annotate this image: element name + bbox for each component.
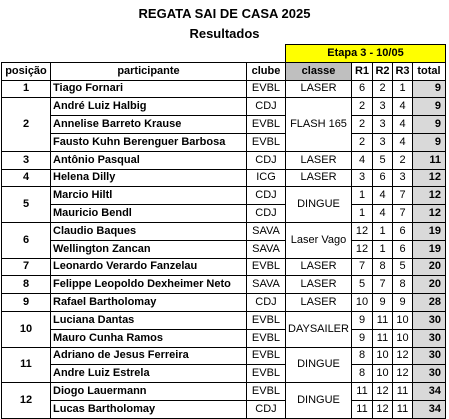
r3-cell: 2 [393,151,413,169]
position-cell: 10 [2,311,51,347]
r3-cell: 12 [393,365,413,383]
position-cell: 5 [2,187,51,223]
r3-cell: 11 [393,383,413,401]
position-cell: 7 [2,258,51,276]
total-cell: 12 [413,205,446,223]
header-clube: clube [247,62,286,80]
participant-name: Felippe Leopoldo Dexheimer Neto [51,276,247,294]
r3-cell: 1 [393,80,413,98]
r2-cell: 7 [373,276,393,294]
total-cell: 20 [413,258,446,276]
table-row [2,383,446,401]
r2-cell: 12 [373,400,393,418]
r2-cell: 11 [373,329,393,347]
total-cell: 20 [413,276,446,294]
total-cell: 11 [413,151,446,169]
position-cell: 1 [2,80,51,98]
r2-cell: 4 [373,205,393,223]
r3-cell: 7 [393,187,413,205]
table-row [2,276,446,294]
header-total: total [413,62,446,80]
position-cell: 3 [2,151,51,169]
r3-cell: 10 [393,311,413,329]
participant-name: Claudio Baques [51,222,247,240]
r2-cell: 6 [373,169,393,187]
table-row [2,98,446,116]
r3-cell: 6 [393,222,413,240]
position-cell: 8 [2,276,51,294]
r3-cell: 4 [393,133,413,151]
total-cell: 30 [413,311,446,329]
class-cell: LASER [286,294,352,312]
r2-cell: 1 [373,240,393,258]
r3-cell: 5 [393,258,413,276]
club-cell: EVBL [247,258,286,276]
table-row [2,151,446,169]
participant-name: Annelise Barreto Krause [51,116,247,134]
r1-cell: 2 [352,133,373,151]
header-r1: R1 [352,62,373,80]
r2-cell: 3 [373,133,393,151]
r1-cell: 4 [352,151,373,169]
total-cell: 30 [413,347,446,365]
r2-cell: 2 [373,80,393,98]
r2-cell: 11 [373,311,393,329]
class-cell: LASER [286,169,352,187]
document-subtitle: Resultados [189,26,260,41]
r3-cell: 3 [393,169,413,187]
table-row [2,311,446,329]
table-row [2,365,446,383]
club-cell: CDJ [247,187,286,205]
club-cell: EVBL [247,133,286,151]
participant-name: Fausto Kuhn Berenguer Barbosa [51,133,247,151]
club-cell: EVBL [247,347,286,365]
club-cell: ICG [247,169,286,187]
table-row [2,347,446,365]
total-cell: 34 [413,383,446,401]
table-row [2,222,446,240]
r1-cell: 6 [352,80,373,98]
class-cell: Laser Vago [286,222,352,258]
total-cell: 30 [413,329,446,347]
table-row [2,80,446,98]
document-title: REGATA SAI DE CASA 2025 [138,6,311,21]
club-cell: EVBL [247,311,286,329]
results-table [1,44,446,419]
participant-name: Tiago Fornari [51,80,247,98]
header-classe: classe [286,62,352,80]
r3-cell: 12 [393,347,413,365]
club-cell: EVBL [247,80,286,98]
r1-cell: 9 [352,311,373,329]
results-body [2,80,446,418]
class-cell: DAYSAILER [286,311,352,347]
participant-name: Mauricio Bendl [51,205,247,223]
r3-cell: 8 [393,276,413,294]
stage-label: Etapa 3 - 10/05 [286,45,446,63]
r2-cell: 12 [373,383,393,401]
r1-cell: 11 [352,383,373,401]
club-cell: CDJ [247,400,286,418]
position-cell: 11 [2,347,51,383]
r2-cell: 8 [373,258,393,276]
r3-cell: 4 [393,116,413,134]
r1-cell: 12 [352,240,373,258]
r1-cell: 7 [352,258,373,276]
class-cell: DINGUE [286,187,352,223]
participant-name: Adriano de Jesus Ferreira [51,347,247,365]
class-cell: LASER [286,276,352,294]
position-cell: 9 [2,294,51,312]
header-participante: participante [51,62,247,80]
participant-name: Luciana Dantas [51,311,247,329]
participant-name: Andre Luiz Estrela [51,365,247,383]
total-cell: 12 [413,169,446,187]
class-cell: DINGUE [286,383,352,419]
total-cell: 19 [413,222,446,240]
total-cell: 9 [413,80,446,98]
club-cell: CDJ [247,151,286,169]
r1-cell: 8 [352,365,373,383]
club-cell: EVBL [247,365,286,383]
r3-cell: 11 [393,400,413,418]
class-cell: LASER [286,258,352,276]
r1-cell: 12 [352,222,373,240]
r2-cell: 4 [373,187,393,205]
table-row [2,169,446,187]
r3-cell: 9 [393,294,413,312]
position-cell: 4 [2,169,51,187]
participant-name: Mauro Cunha Ramos [51,329,247,347]
r2-cell: 5 [373,151,393,169]
club-cell: CDJ [247,294,286,312]
r1-cell: 5 [352,276,373,294]
r1-cell: 9 [352,329,373,347]
participant-name: Diogo Lauermann [51,383,247,401]
participant-name: Leonardo Verardo Fanzelau [51,258,247,276]
club-cell: EVBL [247,329,286,347]
club-cell: EVBL [247,116,286,134]
r2-cell: 10 [373,365,393,383]
club-cell: SAVA [247,222,286,240]
club-cell: CDJ [247,98,286,116]
participant-name: Marcio Hiltl [51,187,247,205]
participant-name: Lucas Bartholomay [51,400,247,418]
participant-name: Antônio Pasqual [51,151,247,169]
r2-cell: 3 [373,116,393,134]
position-cell: 6 [2,222,51,258]
total-cell: 9 [413,133,446,151]
r2-cell: 3 [373,98,393,116]
r1-cell: 10 [352,294,373,312]
class-cell: DINGUE [286,347,352,383]
r1-cell: 2 [352,116,373,134]
table-row [2,329,446,347]
r2-cell: 10 [373,347,393,365]
r1-cell: 1 [352,187,373,205]
r2-cell: 1 [373,222,393,240]
header-posicao: posição [2,62,51,80]
position-cell: 12 [2,383,51,419]
r1-cell: 3 [352,169,373,187]
r1-cell: 1 [352,205,373,223]
total-cell: 28 [413,294,446,312]
r3-cell: 10 [393,329,413,347]
table-row [2,205,446,223]
header-row [2,62,446,80]
stage-row [2,45,446,63]
table-row [2,258,446,276]
table-row [2,294,446,312]
participant-name: Rafael Bartholomay [51,294,247,312]
total-cell: 12 [413,187,446,205]
participant-name: Helena Dilly [51,169,247,187]
participant-name: André Luiz Halbig [51,98,247,116]
total-cell: 9 [413,98,446,116]
class-cell: FLASH 165 [286,98,352,151]
position-cell: 2 [2,98,51,151]
header-r2: R2 [373,62,393,80]
header-r3: R3 [393,62,413,80]
r1-cell: 2 [352,98,373,116]
club-cell: SAVA [247,240,286,258]
class-cell: LASER [286,80,352,98]
r2-cell: 9 [373,294,393,312]
club-cell: CDJ [247,205,286,223]
r1-cell: 11 [352,400,373,418]
table-row [2,187,446,205]
class-cell: LASER [286,151,352,169]
club-cell: EVBL [247,383,286,401]
participant-name: Wellington Zancan [51,240,247,258]
total-cell: 34 [413,400,446,418]
table-row [2,400,446,418]
table-row [2,116,446,134]
club-cell: SAVA [247,276,286,294]
table-row [2,133,446,151]
total-cell: 19 [413,240,446,258]
r3-cell: 7 [393,205,413,223]
r3-cell: 6 [393,240,413,258]
r1-cell: 8 [352,347,373,365]
total-cell: 30 [413,365,446,383]
table-row [2,240,446,258]
total-cell: 9 [413,116,446,134]
r3-cell: 4 [393,98,413,116]
